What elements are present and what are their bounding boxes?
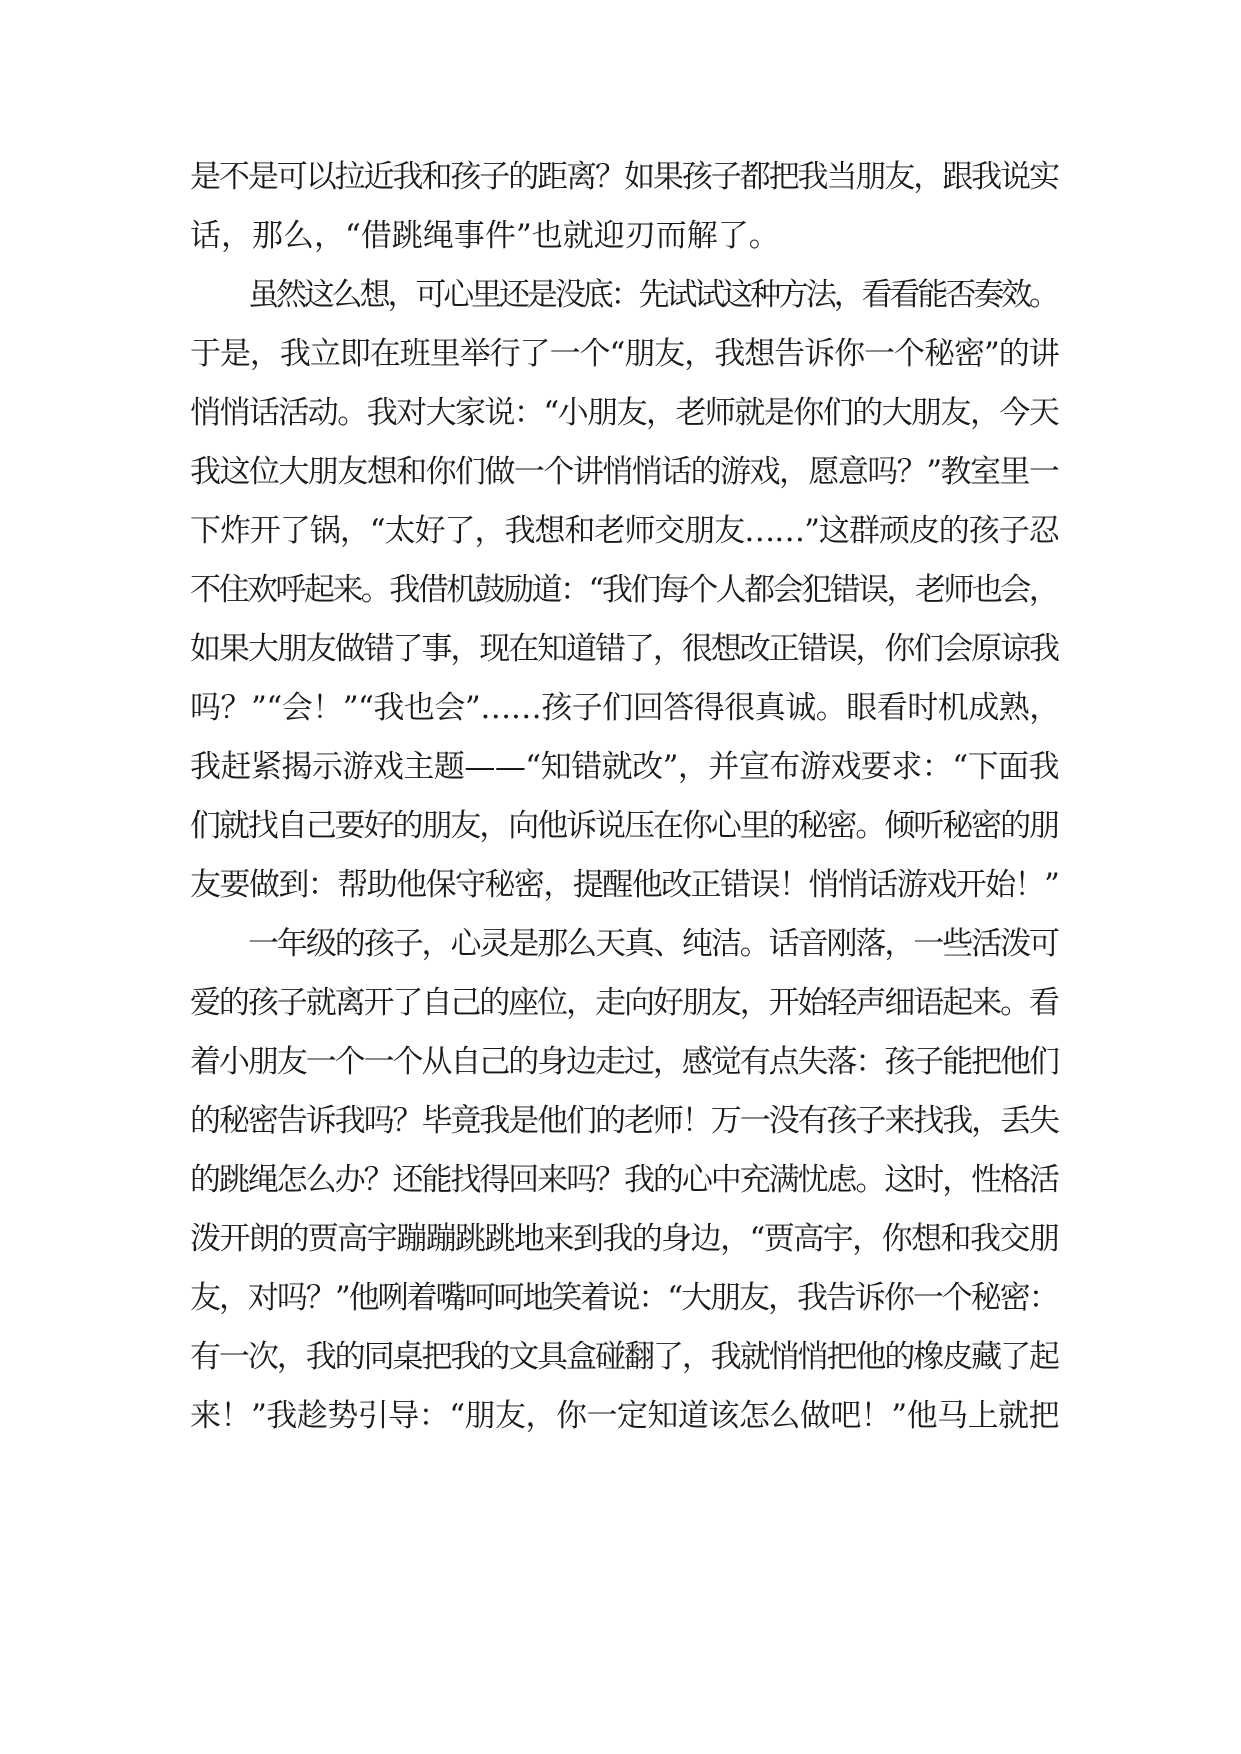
text-line: 的秘密告诉我吗？毕竟我是他们的老师！万一没有孩子来找我，丢失 xyxy=(190,1103,1058,1139)
text-line: 是不是可以拉近我和孩子的距离？如果孩子都把我当朋友，跟我说实 xyxy=(190,159,1058,195)
text-line: 着小朋友一个一个从自己的身边走过，感觉有点失落：孩子能把他们 xyxy=(190,1044,1058,1080)
text-line: 我这位大朋友想和你们做一个讲悄悄话的游戏，愿意吗？”教室里一 xyxy=(190,454,1059,490)
text-line: 悄悄话活动。我对大家说：“小朋友，老师就是你们的大朋友，今天 xyxy=(190,395,1059,431)
text-line: 友要做到：帮助他保守秘密，提醒他改正错误！悄悄话游戏开始！” xyxy=(190,867,1059,903)
text-line: 于是，我立即在班里举行了一个“朋友，我想告诉你一个秘密”的讲 xyxy=(190,336,1059,372)
text-line: 不住欢呼起来。我借机鼓励道：“我们每个人都会犯错误，老师也会， xyxy=(190,572,1058,608)
text-line: 我赶紧揭示游戏主题——“知错就改”，并宣布游戏要求：“下面我 xyxy=(190,749,1060,785)
text-line: 来！”我趁势引导：“朋友，你一定知道该怎么做吧！”他马上就把 xyxy=(190,1398,1060,1434)
body-text xyxy=(190,148,1060,1446)
text-line: 爱的孩子就离开了自己的座位，走向好朋友，开始轻声细语起来。看 xyxy=(190,985,1058,1021)
text-line: 吗？”“会！”“我也会”……孩子们回答得很真诚。眼看时机成熟， xyxy=(190,690,1060,726)
text-line: 下炸开了锅，“太好了，我想和老师交朋友……”这群顽皮的孩子忍 xyxy=(190,513,1059,549)
text-line: 话，那么，“借跳绳事件”也就迎刃而解了。 xyxy=(190,218,780,254)
text-line: 们就找自己要好的朋友，向他诉说压在你心里的秘密。倾听秘密的朋 xyxy=(190,808,1058,844)
text-line: 如果大朋友做错了事，现在知道错了，很想改正错误，你们会原谅我 xyxy=(190,631,1058,667)
text-line: 友，对吗？”他咧着嘴呵呵地笑着说：“大朋友，我告诉你一个秘密： xyxy=(190,1280,1058,1316)
paragraph-first-line: 虽然这么想，可心里还是没底：先试试这种方法，看看能否奏效。 xyxy=(248,277,1057,313)
paragraph-first-line: 一年级的孩子，心灵是那么天真、纯洁。话音刚落，一些活泼可 xyxy=(248,926,1058,962)
text-line: 有一次，我的同桌把我的文具盒碰翻了，我就悄悄把他的橡皮藏了起 xyxy=(190,1339,1058,1375)
text-line: 的跳绳怎么办？还能找得回来吗？我的心中充满忧虑。这时，性格活 xyxy=(190,1162,1058,1198)
text-line: 泼开朗的贾高宇蹦蹦跳跳地来到我的身边，“贾高宇，你想和我交朋 xyxy=(190,1221,1059,1257)
